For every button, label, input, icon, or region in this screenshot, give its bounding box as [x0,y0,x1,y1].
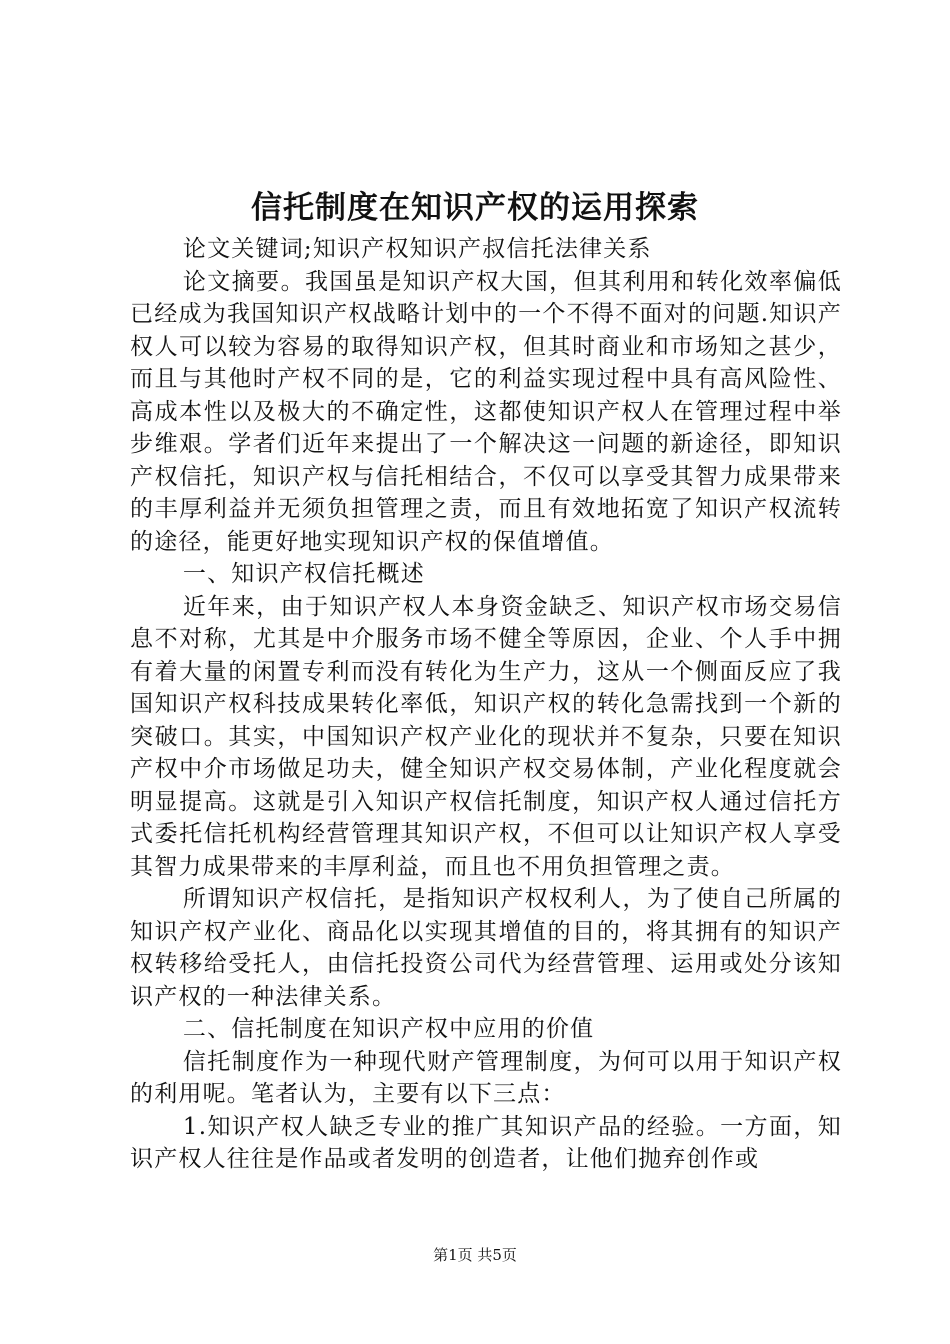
body-paragraph: 1.知识产权人缺乏专业的推广其知识产品的经验。一方面，知识产权人往往是作品或者发明的创造者，让他们抛弃创作或 [130,1113,842,1172]
body-paragraph: 信托制度作为一种现代财产管理制度，为何可以用于知识产权的利用呢。笔者认为，主要有以下三点： [130,1048,842,1107]
document-body [130,233,842,1176]
page-number-footer: 第1页 共5页 [433,1246,517,1264]
abstract-paragraph: 论文摘要。我国虽是知识产权大国，但其利用和转化效率偏低已经成为我国知识产权战略计划中的一个不得不面对的问题.知识产权人可以较为容易的取得知识产权，但其时商业和市场知之甚少，而且与其他时产权不同的是，它的利益实现过程中具有高风险性、高成本性以及极大的不确定性，这都使知识产权人在管理过程中举步维艰。学者们近年来提出了一个解决这一问题的新途径，即知识产权信托，知识产权与信托相结合，不仅可以享受其智力成果带来的丰厚利益并无须负担管理之责，而且有效地拓宽了知识产权流转的途径，能更好地实现知识产权的保值增值。 [130,268,842,555]
keywords-paragraph: 论文关键词;知识产权知识产叔信托法律关系 [182,236,652,262]
section-heading-1: 一、知识产权信托概述 [182,561,425,587]
body-paragraph: 近年来，由于知识产权人本身资金缺乏、知识产权市场交易信息不对称，尤其是中介服务市场不健全等原因，企业、个人手中拥有着大量的闲置专利而没有转化为生产力，这从一个侧面反应了我国知识产权科技成果转化率低，知识产权的转化急需找到一个新的突破口。其实，中国知识产权产业化的现状并不复杂，只要在知识产权中介市场做足功夫，健全知识产权交易体制，产业化程度就会明显提高。这就是引入知识产权信托制度，知识产权人通过信托方式委托信托机构经营管理其知识产权，不但可以让知识产权人享受其智力成果带来的丰厚利益，而且也不用负担管理之责。 [130,593,842,880]
section-heading-2: 二、信托制度在知识产权中应用的价值 [182,1016,595,1042]
document-title: 信托制度在知识产权的运用探索 [251,190,699,226]
body-paragraph: 所谓知识产权信托，是指知识产权权利人，为了使自己所属的知识产权产业化、商品化以实现其增值的目的，将其拥有的知识产权转移给受托人，由信托投资公司代为经营管理、运用或处分该知识产权的一种法律关系。 [130,886,842,1010]
